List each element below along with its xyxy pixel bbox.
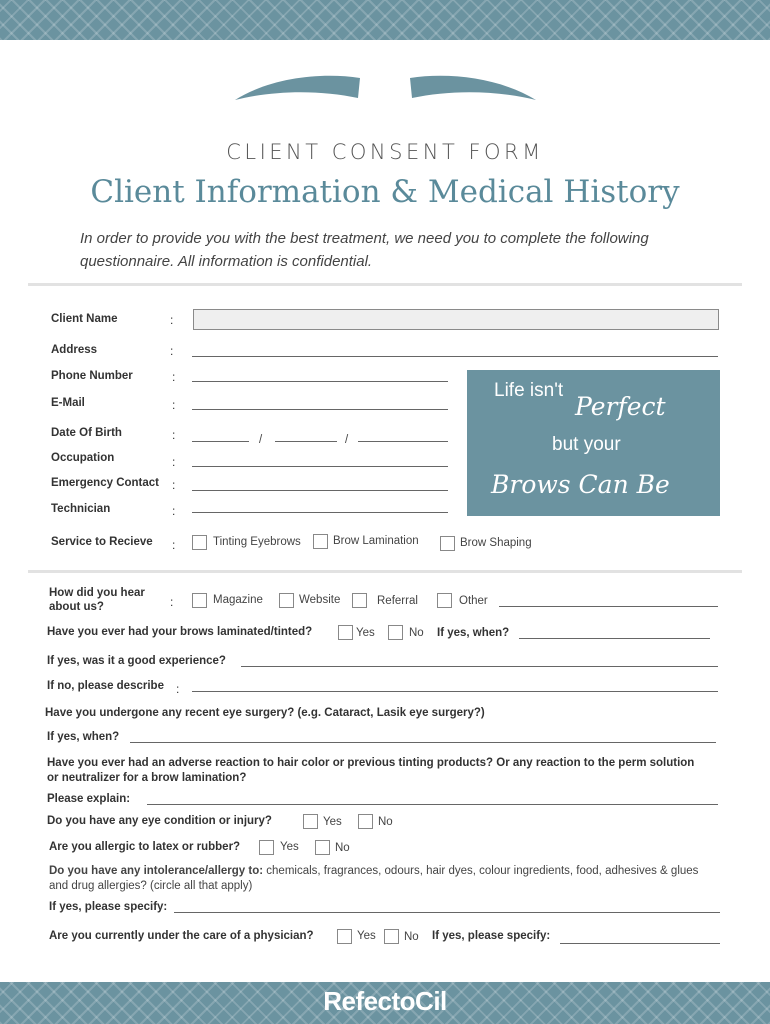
dob-separator: / bbox=[259, 434, 263, 446]
service-option: Tinting Eyebrows bbox=[213, 536, 301, 548]
yes-label: Yes bbox=[356, 627, 375, 639]
quote-line: Life isn't bbox=[494, 380, 564, 401]
intolerance-question-lead: Do you have any intolerance/allergy to: bbox=[49, 865, 264, 877]
colon: : bbox=[172, 428, 176, 442]
surgery-when-label: If yes, when? bbox=[47, 731, 120, 743]
latex-no-checkbox[interactable] bbox=[315, 840, 330, 855]
occupation-field[interactable] bbox=[192, 466, 448, 467]
referral-checkbox[interactable] bbox=[352, 593, 367, 608]
intolerance-question-rest: chemicals, fragrances, odours, hair dyes, colour ingredients, food, adhesives & glues and drug allergies? (circle all that apply) bbox=[49, 865, 699, 892]
describe-field[interactable] bbox=[192, 691, 718, 692]
refectocil-logo: RefectoCil bbox=[323, 986, 447, 1016]
address-label: Address bbox=[51, 344, 98, 356]
physician-specify-field[interactable] bbox=[560, 943, 720, 944]
hear-option: Referral bbox=[377, 595, 418, 607]
colon: : bbox=[170, 344, 174, 358]
hear-option: Magazine bbox=[213, 594, 263, 606]
other-field[interactable] bbox=[499, 606, 718, 607]
page-title: Client Information & Medical History bbox=[90, 174, 680, 210]
colon: : bbox=[172, 398, 176, 412]
service-label: Service to Recieve bbox=[51, 536, 153, 548]
address-field[interactable] bbox=[192, 356, 718, 357]
yes-label: Yes bbox=[323, 816, 342, 828]
physician-question: Are you currently under the care of a physician? bbox=[49, 930, 314, 942]
please-specify-label: If yes, please specify: bbox=[49, 901, 168, 913]
top-pattern-band bbox=[0, 0, 770, 40]
eye-surgery-question: Have you undergone any recent eye surgery? (e.g. Cataract, Lasik eye surgery?) bbox=[45, 707, 485, 719]
please-explain-label: Please explain: bbox=[47, 793, 131, 805]
phone-label: Phone Number bbox=[51, 370, 133, 382]
good-experience-question: If yes, was it a good experience? bbox=[47, 655, 226, 667]
intolerance-question bbox=[49, 864, 719, 894]
technician-field[interactable] bbox=[192, 512, 448, 513]
colon: : bbox=[172, 370, 176, 384]
service-option: Brow Shaping bbox=[460, 537, 532, 549]
email-label: E-Mail bbox=[51, 397, 85, 409]
form-subtitle: CLIENT CONSENT FORM bbox=[226, 140, 544, 164]
quote-line-script: Brows Can Be bbox=[491, 470, 670, 499]
email-field[interactable] bbox=[192, 409, 448, 410]
dob-label: Date Of Birth bbox=[51, 427, 122, 439]
no-label: No bbox=[404, 931, 419, 943]
hear-option: Website bbox=[299, 594, 341, 606]
eye-condition-yes-checkbox[interactable] bbox=[303, 814, 318, 829]
colon: : bbox=[176, 682, 180, 696]
occupation-label: Occupation bbox=[51, 452, 115, 464]
colon: : bbox=[172, 455, 176, 469]
colon: : bbox=[172, 504, 176, 518]
yes-label: Yes bbox=[280, 841, 299, 853]
colon: : bbox=[170, 595, 174, 609]
no-label: No bbox=[409, 627, 424, 639]
latex-yes-checkbox[interactable] bbox=[259, 840, 274, 855]
colon: : bbox=[172, 538, 176, 552]
laminated-when-field[interactable] bbox=[519, 638, 710, 639]
hear-option: Other bbox=[459, 595, 488, 607]
brow-shaping-checkbox[interactable] bbox=[440, 536, 455, 551]
hear-about-label: How did you hear about us? bbox=[49, 587, 145, 613]
client-name-label: Client Name bbox=[51, 313, 118, 325]
latex-question: Are you allergic to latex or rubber? bbox=[49, 841, 241, 853]
no-label: No bbox=[378, 816, 393, 828]
quote-line-script: Perfect bbox=[575, 392, 666, 421]
dob-day-field[interactable] bbox=[192, 441, 249, 442]
laminated-no-checkbox[interactable] bbox=[388, 625, 403, 640]
quote-line: but your bbox=[552, 434, 621, 455]
describe-question: If no, please describe bbox=[47, 680, 164, 692]
physician-specify-label: If yes, please specify: bbox=[432, 930, 551, 942]
if-yes-when-label: If yes, when? bbox=[437, 627, 510, 639]
service-option: Brow Lamination bbox=[333, 535, 419, 547]
laminated-yes-checkbox[interactable] bbox=[338, 625, 353, 640]
brow-lamination-checkbox[interactable] bbox=[313, 534, 328, 549]
colon: : bbox=[170, 313, 174, 327]
dob-year-field[interactable] bbox=[358, 441, 448, 442]
eye-condition-no-checkbox[interactable] bbox=[358, 814, 373, 829]
no-label: No bbox=[335, 842, 350, 854]
emergency-contact-label: Emergency Contact bbox=[51, 477, 160, 489]
section-divider bbox=[28, 570, 742, 573]
eyebrows-illustration bbox=[230, 68, 540, 113]
dob-month-field[interactable] bbox=[275, 441, 337, 442]
yes-label: Yes bbox=[357, 930, 376, 942]
quote-banner bbox=[467, 370, 720, 516]
adverse-reaction-question: Have you ever had an adverse reaction to hair color or previous tinting products? Or any reaction to the perm solution or neutralizer for a brow lamination? bbox=[47, 757, 695, 784]
section-divider bbox=[28, 283, 742, 286]
physician-yes-checkbox[interactable] bbox=[337, 929, 352, 944]
phone-field[interactable] bbox=[192, 381, 448, 382]
tinting-eyebrows-checkbox[interactable] bbox=[192, 535, 207, 550]
good-experience-field[interactable] bbox=[241, 666, 718, 667]
surgery-when-field[interactable] bbox=[130, 742, 716, 743]
emergency-contact-field[interactable] bbox=[192, 490, 448, 491]
eye-condition-question: Do you have any eye condition or injury? bbox=[47, 815, 272, 827]
client-name-field[interactable] bbox=[193, 309, 719, 330]
please-explain-field[interactable] bbox=[147, 804, 718, 805]
colon: : bbox=[172, 478, 176, 492]
intolerance-specify-field[interactable] bbox=[174, 912, 720, 913]
magazine-checkbox[interactable] bbox=[192, 593, 207, 608]
intro-text: In order to provide you with the best treatment, we need you to complete the following questionnaire. All information is confidential. bbox=[80, 230, 649, 270]
technician-label: Technician bbox=[51, 503, 111, 515]
laminated-question: Have you ever had your brows laminated/tinted? bbox=[47, 626, 313, 638]
dob-separator: / bbox=[345, 434, 349, 446]
physician-no-checkbox[interactable] bbox=[384, 929, 399, 944]
other-checkbox[interactable] bbox=[437, 593, 452, 608]
website-checkbox[interactable] bbox=[279, 593, 294, 608]
